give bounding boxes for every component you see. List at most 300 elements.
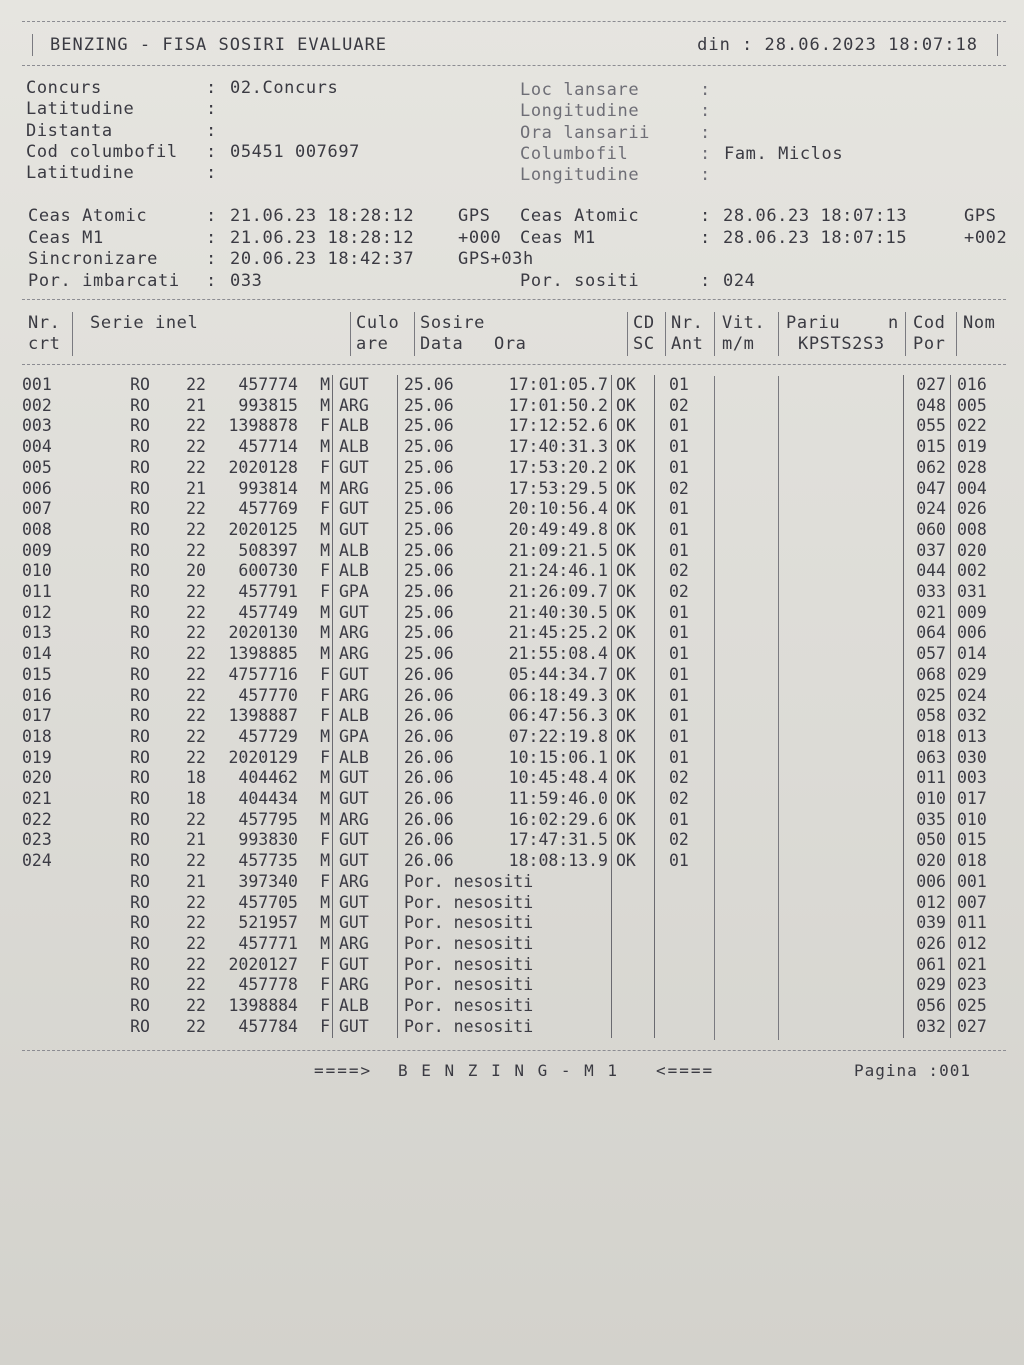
cell-time: 10:15:06.1 bbox=[474, 748, 612, 769]
cell-color: ALB bbox=[333, 561, 398, 582]
clock-left-extra: +000 bbox=[458, 227, 502, 248]
table-row bbox=[22, 541, 997, 562]
cell-date: 26.06 bbox=[404, 830, 454, 850]
cell-vit bbox=[717, 893, 777, 914]
cell-ant: 01 bbox=[669, 519, 689, 539]
col-serie: Serie inel bbox=[90, 313, 199, 333]
cell-not-arrived: Por. nesositi bbox=[398, 872, 612, 893]
cell-vit bbox=[717, 1017, 777, 1038]
cell-nr: 017 bbox=[22, 706, 52, 726]
cell-year: 22 bbox=[186, 499, 206, 519]
cell-nom: 002 bbox=[957, 561, 987, 581]
cell-nom: 031 bbox=[957, 582, 987, 602]
cell-year: 22 bbox=[186, 892, 206, 912]
cell-nom: 019 bbox=[957, 437, 987, 457]
cell-pariu bbox=[777, 913, 904, 934]
cell-nr: 010 bbox=[22, 561, 52, 581]
table-row bbox=[22, 458, 997, 479]
cell-sex: M bbox=[298, 913, 333, 934]
clock-right-extra: GPS bbox=[964, 206, 997, 226]
cell-cod: 056 bbox=[904, 996, 951, 1017]
cell-date: 25.06 bbox=[404, 644, 454, 664]
cell-cd: OK bbox=[612, 623, 655, 644]
cell-vit bbox=[717, 996, 777, 1017]
cell-nr: 006 bbox=[22, 478, 52, 498]
table-row bbox=[22, 996, 997, 1017]
cell-country: RO bbox=[130, 892, 150, 912]
cell-year: 22 bbox=[186, 602, 206, 622]
table-row bbox=[22, 582, 997, 603]
cell-vit bbox=[717, 872, 777, 893]
cell-sex: M bbox=[298, 541, 333, 562]
cell-ring: 457770 bbox=[238, 685, 298, 705]
cell-year: 22 bbox=[186, 375, 206, 394]
info-left-label: Concurs bbox=[26, 78, 102, 98]
cell-cod: 068 bbox=[904, 665, 951, 686]
cell-nom: 025 bbox=[957, 996, 987, 1016]
cell-ring: 2020129 bbox=[228, 747, 298, 767]
cell-color: ALB bbox=[333, 541, 398, 562]
cell-color: GUT bbox=[333, 520, 398, 541]
cell-ant: 01 bbox=[669, 499, 689, 519]
cell-not-arrived: Por. nesositi bbox=[398, 893, 612, 914]
cell-cod: 048 bbox=[904, 396, 951, 417]
cell-pariu bbox=[777, 541, 904, 562]
col-vit-1: Vit. bbox=[722, 313, 766, 333]
cell-nom: 011 bbox=[957, 913, 987, 933]
cell-pariu bbox=[777, 396, 904, 417]
cell-ring: 457774 bbox=[238, 375, 298, 394]
cell-date: 26.06 bbox=[404, 851, 454, 871]
cell-time: 06:18:49.3 bbox=[474, 686, 612, 707]
cell-cd: OK bbox=[612, 644, 655, 665]
header-bottom-border bbox=[22, 364, 1006, 365]
cell-vit bbox=[717, 934, 777, 955]
cell-pariu bbox=[777, 851, 904, 872]
clock-left-label: Ceas Atomic bbox=[28, 206, 148, 226]
cell-ring: 404462 bbox=[238, 768, 298, 788]
cell-nom: 015 bbox=[957, 830, 987, 850]
body-sep-pariu bbox=[778, 376, 779, 1040]
title-left-bar bbox=[32, 34, 33, 56]
cell-nom: 001 bbox=[957, 871, 987, 891]
cell-country: RO bbox=[130, 375, 150, 394]
footer-arrow-left: ====> bbox=[314, 1061, 373, 1080]
cell-cod: 032 bbox=[904, 1017, 951, 1038]
table-row bbox=[22, 913, 997, 934]
cell-year: 22 bbox=[186, 809, 206, 829]
cell-vit bbox=[717, 913, 777, 934]
cell-cod: 018 bbox=[904, 727, 951, 748]
col-cod-1: Cod bbox=[913, 313, 946, 333]
table-row bbox=[22, 479, 997, 500]
cell-cd: OK bbox=[612, 810, 655, 831]
cell-time: 21:24:46.1 bbox=[474, 561, 612, 582]
cell-time: 17:40:31.3 bbox=[474, 437, 612, 458]
cell-sex: F bbox=[298, 830, 333, 851]
cell-ant bbox=[655, 955, 718, 976]
cell-nr: 012 bbox=[22, 602, 52, 622]
cell-cd: OK bbox=[612, 830, 655, 851]
cell-ring: 457714 bbox=[238, 437, 298, 457]
cell-color: ALB bbox=[333, 996, 398, 1017]
cell-color: GUT bbox=[333, 1017, 398, 1038]
cell-pariu bbox=[777, 955, 904, 976]
table-row bbox=[22, 623, 997, 644]
cell-pariu bbox=[777, 499, 904, 520]
cell-pariu bbox=[777, 603, 904, 624]
title-right-bar bbox=[997, 34, 998, 56]
cell-cd: OK bbox=[612, 396, 655, 417]
cell-cd: OK bbox=[612, 458, 655, 479]
col-pariu-1: Pariu bbox=[786, 313, 841, 333]
cell-cod: 006 bbox=[904, 872, 951, 893]
cell-year: 22 bbox=[186, 685, 206, 705]
cell-country: RO bbox=[130, 540, 150, 560]
cell-cod: 061 bbox=[904, 955, 951, 976]
cell-sex: M bbox=[298, 644, 333, 665]
cell-sex: F bbox=[298, 686, 333, 707]
cell-sex: M bbox=[298, 789, 333, 810]
cell-cod: 029 bbox=[904, 975, 951, 996]
cell-pariu bbox=[777, 830, 904, 851]
cell-ring: 1398887 bbox=[228, 706, 298, 726]
table-row bbox=[22, 375, 997, 396]
cell-color: GPA bbox=[333, 727, 398, 748]
hdr-sep-6 bbox=[714, 312, 715, 356]
table-row bbox=[22, 851, 997, 872]
cell-cd bbox=[612, 872, 655, 893]
title-bottom-border bbox=[22, 65, 1006, 66]
table-row bbox=[22, 665, 997, 686]
cell-sex: M bbox=[298, 375, 333, 396]
table-row bbox=[22, 499, 997, 520]
clock-right-label: Ceas Atomic bbox=[520, 206, 640, 226]
cell-date: 26.06 bbox=[404, 809, 454, 829]
info-left-label: Cod columbofil bbox=[26, 141, 178, 162]
cell-ant: 01 bbox=[669, 416, 689, 436]
cell-year: 22 bbox=[186, 975, 206, 995]
col-ora: Ora bbox=[494, 334, 527, 354]
cell-time: 06:47:56.3 bbox=[474, 706, 612, 727]
cell-vit bbox=[717, 437, 777, 458]
cell-color: ARG bbox=[333, 686, 398, 707]
cell-nr bbox=[22, 975, 74, 996]
cell-year: 22 bbox=[186, 933, 206, 953]
hdr-sep-5 bbox=[665, 312, 666, 356]
cell-pariu bbox=[777, 934, 904, 955]
hdr-sep-7 bbox=[778, 312, 779, 356]
cell-year: 21 bbox=[186, 478, 206, 498]
cell-nom: 018 bbox=[957, 851, 987, 871]
cell-nr: 023 bbox=[22, 830, 52, 850]
cell-nr bbox=[22, 955, 74, 976]
clock-left-sep: : bbox=[206, 206, 217, 226]
cell-ant: 01 bbox=[669, 851, 689, 871]
cell-nr: 018 bbox=[22, 726, 52, 746]
cell-time: 16:02:29.6 bbox=[474, 810, 612, 831]
info-right-label: Loc lansare bbox=[520, 80, 640, 100]
cell-nom: 027 bbox=[957, 1016, 987, 1036]
cell-country: RO bbox=[130, 996, 150, 1016]
cell-country: RO bbox=[130, 768, 150, 788]
cell-nr bbox=[22, 893, 74, 914]
cell-nom: 032 bbox=[957, 706, 987, 726]
cell-nom: 014 bbox=[957, 644, 987, 664]
cell-country: RO bbox=[130, 437, 150, 457]
cell-year: 22 bbox=[186, 1016, 206, 1036]
cell-ant: 01 bbox=[669, 644, 689, 664]
hdr-sep-2 bbox=[350, 312, 351, 356]
cell-cod: 055 bbox=[904, 416, 951, 437]
cell-color: ARG bbox=[333, 644, 398, 665]
cell-cd: OK bbox=[612, 748, 655, 769]
cell-nom: 020 bbox=[957, 540, 987, 560]
cell-pariu bbox=[777, 706, 904, 727]
cell-pariu bbox=[777, 520, 904, 541]
cell-date: 25.06 bbox=[404, 395, 454, 415]
cell-ant: 01 bbox=[669, 809, 689, 829]
cell-ring: 993830 bbox=[238, 830, 298, 850]
cell-pariu bbox=[777, 458, 904, 479]
cell-color: GUT bbox=[333, 768, 398, 789]
cell-nr: 021 bbox=[22, 789, 52, 809]
cell-vit bbox=[717, 541, 777, 562]
cell-cod: 050 bbox=[904, 830, 951, 851]
header-top-border bbox=[22, 299, 1006, 300]
cell-nom: 028 bbox=[957, 457, 987, 477]
table-row bbox=[22, 955, 997, 976]
cell-pariu bbox=[777, 623, 904, 644]
hdr-sep-4 bbox=[627, 312, 628, 356]
cell-ring: 508397 bbox=[238, 540, 298, 560]
cell-sex: F bbox=[298, 416, 333, 437]
footer-center: B E N Z I N G - M 1 bbox=[398, 1061, 620, 1080]
cell-year: 22 bbox=[186, 664, 206, 684]
cell-sex: F bbox=[298, 499, 333, 520]
cell-ring: 457778 bbox=[238, 975, 298, 995]
cell-color: GUT bbox=[333, 375, 398, 396]
cell-nom: 006 bbox=[957, 623, 987, 643]
cell-ring: 457735 bbox=[238, 851, 298, 871]
cell-nr bbox=[22, 1017, 74, 1038]
cell-not-arrived: Por. nesositi bbox=[398, 975, 612, 996]
cell-nr: 020 bbox=[22, 768, 52, 788]
col-cd-1: CD bbox=[633, 313, 655, 333]
cell-date: 25.06 bbox=[404, 602, 454, 622]
cell-time: 21:09:21.5 bbox=[474, 541, 612, 562]
cell-color: GUT bbox=[333, 955, 398, 976]
cell-pariu bbox=[777, 975, 904, 996]
cell-sex: F bbox=[298, 996, 333, 1017]
col-nom: Nom bbox=[963, 313, 996, 333]
cell-sex: F bbox=[298, 458, 333, 479]
cell-sex: M bbox=[298, 810, 333, 831]
table-row bbox=[22, 603, 997, 624]
cell-time: 21:40:30.5 bbox=[474, 603, 612, 624]
info-right-label: Longitudine bbox=[520, 165, 640, 186]
cell-ring: 4757716 bbox=[228, 664, 298, 684]
cell-ring: 2020128 bbox=[228, 457, 298, 477]
cell-date: 25.06 bbox=[404, 416, 454, 436]
cell-date: 25.06 bbox=[404, 519, 454, 539]
cell-country: RO bbox=[130, 499, 150, 519]
cell-date: 25.06 bbox=[404, 478, 454, 498]
cell-vit bbox=[717, 851, 777, 872]
col-culo-1: Culo bbox=[356, 313, 400, 333]
cell-year: 22 bbox=[186, 851, 206, 871]
cell-vit bbox=[717, 603, 777, 624]
col-nr-1: Nr. bbox=[28, 313, 61, 333]
cell-cd bbox=[612, 996, 655, 1017]
cell-nr: 015 bbox=[22, 664, 52, 684]
cell-pariu bbox=[777, 437, 904, 458]
cell-year: 21 bbox=[186, 830, 206, 850]
cell-country: RO bbox=[130, 685, 150, 705]
cell-color: ARG bbox=[333, 872, 398, 893]
cell-not-arrived: Por. nesositi bbox=[398, 996, 612, 1017]
cell-year: 22 bbox=[186, 540, 206, 560]
cell-ant: 02 bbox=[669, 395, 689, 415]
cell-ring: 457791 bbox=[238, 582, 298, 602]
report-datetime bbox=[697, 35, 978, 55]
hdr-sep-1 bbox=[72, 312, 73, 356]
cell-date: 25.06 bbox=[404, 582, 454, 602]
cell-time: 21:26:09.7 bbox=[474, 582, 612, 603]
cell-country: RO bbox=[130, 747, 150, 767]
clock-right-label: Ceas M1 bbox=[520, 228, 596, 248]
cell-cd: OK bbox=[612, 520, 655, 541]
info-left-sep: : bbox=[206, 120, 217, 141]
cell-cd: OK bbox=[612, 851, 655, 872]
table-row bbox=[22, 727, 997, 748]
clock-left-extra: GPS bbox=[458, 206, 491, 226]
col-nr-2: crt bbox=[28, 334, 61, 354]
cell-nr: 022 bbox=[22, 809, 52, 829]
cell-ant: 01 bbox=[669, 726, 689, 746]
cell-date: 26.06 bbox=[404, 664, 454, 684]
cell-color: ALB bbox=[333, 748, 398, 769]
cell-sex: F bbox=[298, 955, 333, 976]
cell-ring: 1398878 bbox=[228, 416, 298, 436]
cell-color: ARG bbox=[333, 975, 398, 996]
cell-cd: OK bbox=[612, 706, 655, 727]
cell-nr: 013 bbox=[22, 623, 52, 643]
cell-cod: 060 bbox=[904, 520, 951, 541]
cell-vit bbox=[717, 582, 777, 603]
cell-cd bbox=[612, 1017, 655, 1038]
cell-nr bbox=[22, 913, 74, 934]
cell-ant: 02 bbox=[669, 768, 689, 788]
cell-cod: 064 bbox=[904, 623, 951, 644]
clock-left-value: 21.06.23 18:28:12 bbox=[230, 227, 415, 248]
cell-country: RO bbox=[130, 809, 150, 829]
cell-cd: OK bbox=[612, 789, 655, 810]
info-left-sep: : bbox=[206, 99, 217, 120]
cell-ant: 01 bbox=[669, 437, 689, 457]
clock-right-value: 024 bbox=[723, 271, 756, 291]
table-row bbox=[22, 748, 997, 769]
cell-country: RO bbox=[130, 416, 150, 436]
cell-ring: 993814 bbox=[238, 478, 298, 498]
col-ant-2: Ant bbox=[671, 334, 704, 354]
cell-country: RO bbox=[130, 933, 150, 953]
cell-date: 25.06 bbox=[404, 623, 454, 643]
cell-nr: 005 bbox=[22, 457, 52, 477]
cell-vit bbox=[717, 644, 777, 665]
cell-cd bbox=[612, 934, 655, 955]
cell-ant bbox=[655, 893, 718, 914]
cell-vit bbox=[717, 561, 777, 582]
clock-left-value: 033 bbox=[230, 270, 263, 291]
clock-right-sep: : bbox=[700, 206, 711, 226]
cell-cod: 058 bbox=[904, 706, 951, 727]
cell-pariu bbox=[777, 996, 904, 1017]
cell-country: RO bbox=[130, 913, 150, 933]
cell-sex: F bbox=[298, 975, 333, 996]
cell-cd: OK bbox=[612, 499, 655, 520]
cell-nom: 008 bbox=[957, 519, 987, 539]
cell-cod: 044 bbox=[904, 561, 951, 582]
cell-ring: 457705 bbox=[238, 892, 298, 912]
cell-ant: 01 bbox=[669, 375, 689, 394]
cell-vit bbox=[717, 789, 777, 810]
cell-ring: 2020125 bbox=[228, 519, 298, 539]
cell-year: 22 bbox=[186, 913, 206, 933]
cell-nr bbox=[22, 872, 74, 893]
cell-ant: 01 bbox=[669, 623, 689, 643]
clock-left-label: Ceas M1 bbox=[28, 227, 104, 248]
cell-ring: 404434 bbox=[238, 789, 298, 809]
cell-sex: M bbox=[298, 851, 333, 872]
clock-left-sep: : bbox=[206, 227, 217, 248]
cell-date: 25.06 bbox=[404, 457, 454, 477]
cell-date: 25.06 bbox=[404, 499, 454, 519]
cell-color: GUT bbox=[333, 851, 398, 872]
cell-year: 21 bbox=[186, 871, 206, 891]
col-data: Data bbox=[420, 334, 464, 354]
cell-country: RO bbox=[130, 954, 150, 974]
cell-pariu bbox=[777, 768, 904, 789]
cell-pariu bbox=[777, 561, 904, 582]
cell-nom: 010 bbox=[957, 809, 987, 829]
cell-color: GUT bbox=[333, 603, 398, 624]
cell-time: 17:01:05.7 bbox=[474, 375, 612, 396]
cell-nom: 004 bbox=[957, 478, 987, 498]
cell-cd: OK bbox=[612, 686, 655, 707]
cell-color: GPA bbox=[333, 582, 398, 603]
cell-time: 17:12:52.6 bbox=[474, 416, 612, 437]
info-right-value: Fam. Miclos bbox=[724, 143, 844, 164]
cell-cd: OK bbox=[612, 479, 655, 500]
cell-time: 17:01:50.2 bbox=[474, 396, 612, 417]
info-left-sep: : bbox=[206, 163, 217, 184]
cell-sex: F bbox=[298, 1017, 333, 1038]
cell-cd: OK bbox=[612, 561, 655, 582]
datetime-value: 28.06.2023 18:07:18 bbox=[764, 35, 978, 55]
cell-year: 22 bbox=[186, 954, 206, 974]
col-cod-2: Por bbox=[913, 334, 946, 354]
clock-right-value: 28.06.23 18:07:15 bbox=[723, 228, 908, 248]
clock-right-label: Por. sositi bbox=[520, 271, 640, 291]
cell-nom: 030 bbox=[957, 747, 987, 767]
cell-sex: F bbox=[298, 706, 333, 727]
cell-cd: OK bbox=[612, 582, 655, 603]
cell-ring: 397340 bbox=[238, 871, 298, 891]
cell-ant: 01 bbox=[669, 706, 689, 726]
clock-left-label: Por. imbarcati bbox=[28, 270, 180, 291]
cell-ring: 457769 bbox=[238, 499, 298, 519]
